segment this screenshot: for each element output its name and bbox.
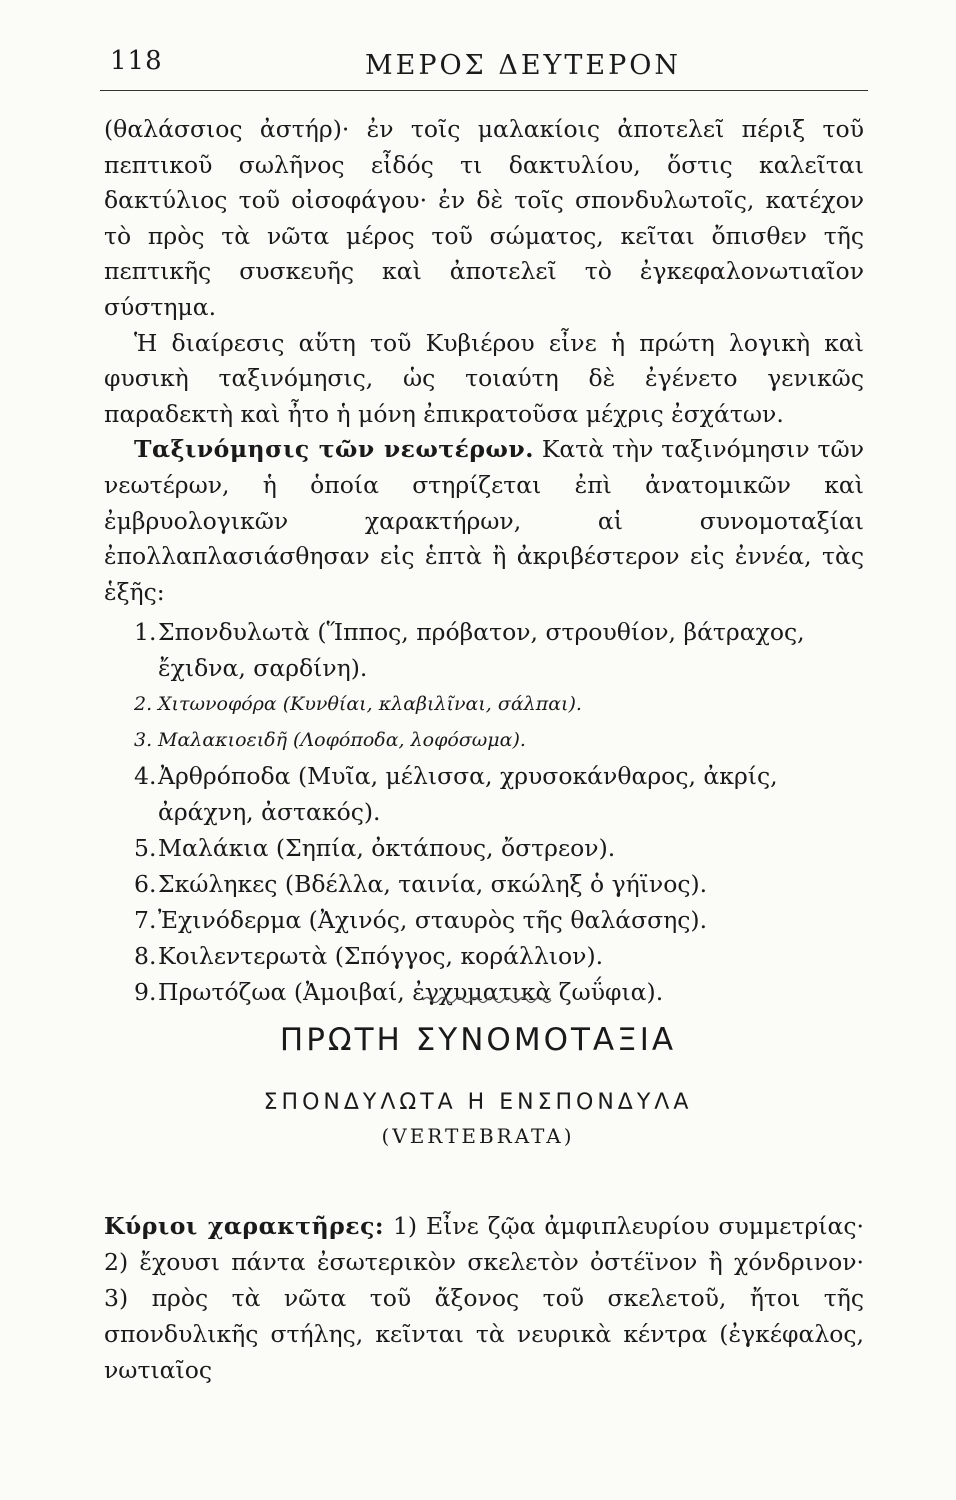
phyla-list <box>104 614 864 1010</box>
list-item <box>104 686 864 722</box>
paragraph-3-heading: Ταξινόμησις τῶν νεωτέρων. <box>134 435 534 464</box>
closing-text: 1) Εἶνε ζῷα ἀμφιπλευρίου συμμετρίας· 2) ἔχουσι πάντα ἐσωτερικὸν σκελετὸν ὀστέϊνον ἢ χόνδρινον· 3) πρὸς τὰ νῶτα τοῦ ἄξονος τοῦ σκελετοῦ, ἤτοι τῆς σπονδυλικῆς στήλης, κεῖνται τὰ νευρικὰ κέντρα (ἐγκέφαλος, νωτιαῖος <box>104 1211 864 1384</box>
list-number: 1. <box>134 618 157 647</box>
list-item <box>104 902 864 938</box>
list-text: Ἐχινόδερμα (Ἀχινός, σταυρὸς τῆς θαλάσσης). <box>158 906 708 935</box>
list-text: Ἀρθρόποδα (Μυῖα, μέλισσα, χρυσοκάνθαρος, ἀκρίς, ἀράχνη, ἀστακός). <box>158 762 778 827</box>
list-number: 6. <box>134 870 157 899</box>
list-number: 7. <box>134 906 157 935</box>
section-subtitle: ΣΠΟΝΔΥΛΩΤΑ Η ΕΝΣΠΟΝΔΥΛΑ <box>263 1090 693 1115</box>
list-item <box>104 938 864 974</box>
paragraph-3 <box>104 432 864 610</box>
list-number: 4. <box>134 762 157 791</box>
list-number: 2. <box>134 693 153 716</box>
page-header <box>100 40 868 91</box>
paragraph-2: Ἡ διαίρεσις αὕτη τοῦ Κυβιέρου εἶνε ἡ πρώτη λογικὴ καὶ φυσικὴ ταξινόμησις, ὡς τοιαύτη δὲ ἐγένετο γενικῶς παραδεκτὴ καὶ ἦτο ἡ μόνη ἐπικρατοῦσα μέχρις ἐσχάτων. <box>104 328 864 428</box>
page-number: 118 <box>110 46 163 76</box>
list-item <box>104 830 864 866</box>
wavy-divider <box>423 995 553 1005</box>
list-text: Σπονδυλωτὰ (Ἵππος, πρόβατον, στρουθίον, βάτραχος, ἔχιδνα, σαρδίνη). <box>158 618 805 683</box>
closing-heading: Κύριοι χαρακτῆρες: <box>104 1211 385 1240</box>
section-title: ΠΡΩΤΗ ΣΥΝΟΜΟΤΑΞΙΑ <box>279 1022 677 1058</box>
list-text: Χιτωνοφόρα (Κυνθίαι, κλαβιλῖναι, σάλπαι). <box>158 693 582 716</box>
running-head: ΜΕΡΟΣ ΔΕΥΤΕΡΟΝ <box>365 50 682 81</box>
closing-paragraph <box>104 1208 864 1388</box>
paragraph-1: (θαλάσσιος ἀστήρ)· ἐν τοῖς μαλακίοις ἀποτελεῖ πέριξ τοῦ πεπτικοῦ σωλῆνος εἶδός τι δακτυλίου, ὅστις καλεῖται δακτύλιος τοῦ οἰσοφάγου· ἐν δὲ τοῖς σπονδυλωτοῖς, κατέχον τὸ πρὸς τὰ νῶτα μέρος τοῦ σώματος, κεῖται ὄπισθεν τῆς πεπτικῆς συσκευῆς καὶ ἀποτελεῖ τὸ ἐγκεφαλονωτιαῖον σύστημα. <box>104 115 864 321</box>
list-text: Μαλακιοειδῆ (Λοφόποδα, λοφόσωμα). <box>158 729 526 752</box>
section-latin-name: (VERTEBRATA) <box>381 1124 575 1148</box>
list-item <box>104 722 864 758</box>
paragraph-3-text: Κατὰ τὴν ταξινόμησιν τῶν νεωτέρων, ἡ ὁποία στηρίζεται ἐπὶ ἀνατομικῶν καὶ ἐμβρυολογικῶν χαρακτήρων, αἱ συνομοταξίαι ἐπολλαπλασιάσθησαν εἰς ἑπτὰ ἢ ἀκριβέστερον εἰς ἐννέα, τὰς ἑξῆς: <box>104 435 864 606</box>
list-item <box>104 866 864 902</box>
list-text: Σκώληκες (Βδέλλα, ταινία, σκώληξ ὁ γήϊνος). <box>158 870 708 899</box>
list-number: 8. <box>134 942 157 971</box>
list-number: 3. <box>134 729 153 752</box>
list-number: 9. <box>134 978 157 1007</box>
list-text: Μαλάκια (Σηπία, ὀκτάπους, ὄστρεον). <box>158 834 616 863</box>
list-number: 5. <box>134 834 157 863</box>
list-item <box>104 758 864 830</box>
list-text: Κοιλεντερωτὰ (Σπόγγος, κοράλλιον). <box>158 942 604 971</box>
body-text <box>104 112 864 1010</box>
list-item <box>104 614 864 686</box>
list-text: Πρωτόζωα (Ἀμοιβαί, ἐγχυματικὰ ζωΰφια). <box>158 978 664 1007</box>
